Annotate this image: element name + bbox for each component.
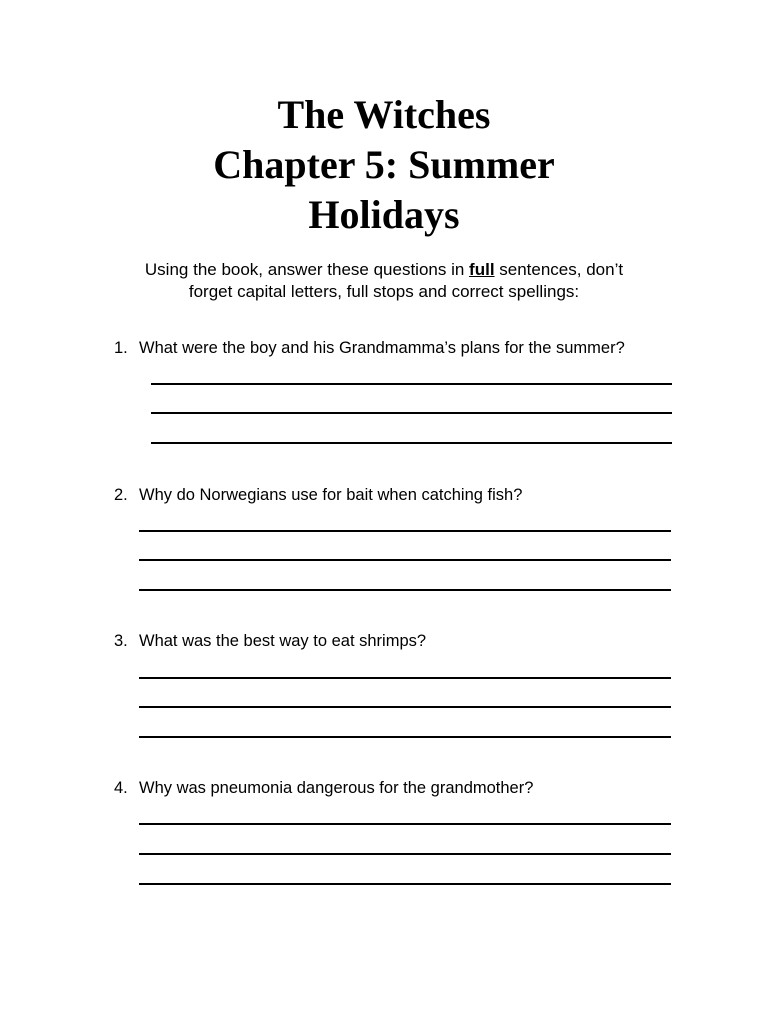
instructions-text-end: sentences, don’t	[494, 260, 624, 279]
question-1-answer-line-2[interactable]	[151, 412, 672, 414]
question-2-answer-line-3[interactable]	[139, 589, 671, 591]
question-2-answer-line-1[interactable]	[139, 530, 671, 532]
question-3-answer-line-2[interactable]	[139, 706, 671, 708]
question-3-number: 3.	[114, 632, 128, 650]
question-3-answer-line-3[interactable]	[139, 736, 671, 738]
question-2-answer-line-2[interactable]	[139, 559, 671, 561]
question-2-number: 2.	[114, 486, 128, 504]
instructions-emphasis-full: full	[469, 260, 495, 279]
question-3-answer-line-1[interactable]	[139, 677, 671, 679]
title-line-3: Holidays	[308, 192, 460, 237]
question-2-text: Why do Norwegians use for bait when catching fish?	[139, 486, 523, 504]
instructions-text-start: Using the book, answer these questions in	[144, 260, 470, 279]
question-1-answer-line-3[interactable]	[151, 442, 672, 444]
title-line-2: Chapter 5: Summer	[213, 142, 555, 187]
instructions-line-1	[0, 259, 768, 281]
question-4-number: 4.	[114, 779, 128, 797]
question-4-answer-line-1[interactable]	[139, 823, 671, 825]
question-4-answer-line-3[interactable]	[139, 883, 671, 885]
question-1-number: 1.	[114, 339, 128, 357]
question-1-text: What were the boy and his Grandmamma’s plans for the summer?	[139, 339, 625, 357]
question-1-answer-line-1[interactable]	[151, 383, 672, 385]
instructions-line-2: forget capital letters, full stops and correct spellings:	[188, 282, 580, 301]
question-4-text: Why was pneumonia dangerous for the grandmother?	[139, 779, 534, 797]
title-line-1: The Witches	[277, 92, 491, 137]
question-4-answer-line-2[interactable]	[139, 853, 671, 855]
question-3-text: What was the best way to eat shrimps?	[139, 632, 427, 650]
